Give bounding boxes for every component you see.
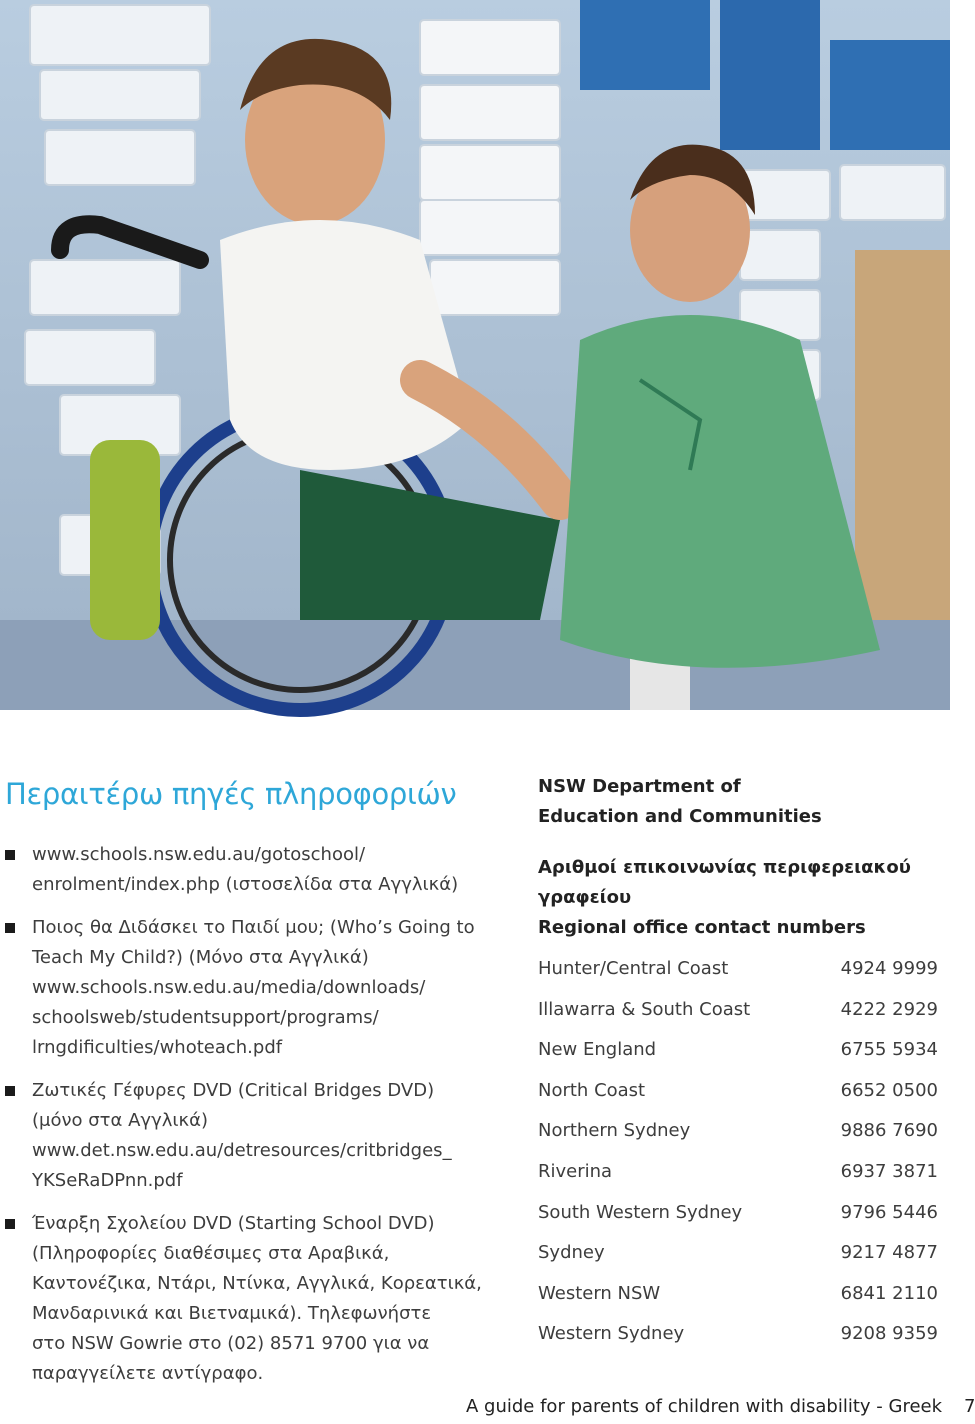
region-name: Riverina <box>538 1160 613 1182</box>
region-name: Illawarra & South Coast <box>538 998 751 1020</box>
region-name: South Western Sydney <box>538 1201 743 1223</box>
department-name-line: Education and Communities <box>538 806 822 827</box>
page-footer <box>466 1396 975 1417</box>
square-bullet-icon <box>5 923 15 933</box>
page-number: 7 <box>964 1396 975 1417</box>
resource-text: Ποιος θα Διδάσκει το Παιδί μου; (Who’s Going to <box>32 917 475 938</box>
contacts-subheading <box>538 853 938 943</box>
section-title: Περαιτέρω πηγές πληροφοριών <box>5 777 457 811</box>
region-name: New England <box>538 1039 657 1061</box>
phone-number: 9886 7690 <box>840 1120 938 1142</box>
resource-link[interactable]: lrngdificulties/whoteach.pdf <box>32 1037 283 1058</box>
phone-number: 4222 2929 <box>840 998 938 1020</box>
phone-number: 9796 5446 <box>840 1201 938 1223</box>
square-bullet-icon <box>5 1086 15 1096</box>
resource-list <box>5 840 482 1389</box>
resource-text: στο NSW Gowrie στο (02) 8571 9700 για να <box>32 1333 430 1354</box>
department-heading <box>538 772 938 832</box>
phone-number: 6755 5934 <box>840 1039 938 1061</box>
phone-number: 9208 9359 <box>840 1323 938 1345</box>
subheading-line: Αριθμοί επικοινωνίας περιφερειακού <box>538 857 911 878</box>
resource-text: Teach My Child?) (Μόνο στα Αγγλικά) <box>32 947 369 968</box>
region-name: Sydney <box>538 1242 605 1264</box>
subheading-line: γραφείου <box>538 887 632 908</box>
resource-text: Μανδαρινικά και Βιετναμικά). Τηλεφωνήστε <box>32 1303 432 1324</box>
resource-text: Έναρξη Σχολείου DVD (Starting School DVD) <box>32 1213 435 1234</box>
square-bullet-icon <box>5 1219 15 1229</box>
contact-row <box>538 1280 938 1321</box>
contact-row <box>538 1239 938 1280</box>
photo-illustration <box>0 0 950 710</box>
further-info-section <box>5 772 482 1402</box>
phone-number: 6937 3871 <box>840 1160 938 1182</box>
resource-text: Καντονέζικα, Ντάρι, Ντίνκα, Αγγλικά, Κορεατικά, <box>32 1273 482 1294</box>
phone-number: 9217 4877 <box>840 1242 938 1264</box>
contact-list <box>538 955 938 1361</box>
phone-number: 4924 9999 <box>840 958 938 979</box>
resource-text: (Πληροφορίες διαθέσιμες στα Αραβικά, <box>32 1243 390 1264</box>
phone-number: 6841 2110 <box>840 1282 938 1304</box>
resource-link[interactable]: schoolsweb/studentsupport/programs/ <box>32 1007 379 1028</box>
contact-row <box>538 955 938 996</box>
contact-row <box>538 1158 938 1199</box>
square-bullet-icon <box>5 850 15 860</box>
region-name: Hunter/Central Coast <box>538 958 729 979</box>
contact-row <box>538 996 938 1037</box>
contact-row <box>538 1199 938 1240</box>
resource-text: παραγγείλετε αντίγραφο. <box>32 1363 264 1384</box>
resource-text: enrolment/index.php (ιστοσελίδα στα Αγγλικά) <box>32 874 459 895</box>
resource-link[interactable]: www.schools.nsw.edu.au/media/downloads/ <box>32 977 426 998</box>
contact-row <box>538 1077 938 1118</box>
footer-text: A guide for parents of children with disability - Greek <box>466 1396 943 1417</box>
region-name: Northern Sydney <box>538 1120 691 1142</box>
department-name-line: NSW Department of <box>538 776 741 797</box>
children-classroom-photo <box>0 0 950 710</box>
region-name: Western NSW <box>538 1282 661 1304</box>
resource-item <box>5 913 475 1063</box>
resource-item <box>5 1076 475 1196</box>
resource-link[interactable]: YKSeRaDPnn.pdf <box>32 1170 183 1191</box>
resource-text: Ζωτικές Γέφυρες DVD (Critical Bridges DVD) <box>32 1080 435 1101</box>
contact-row <box>538 1036 938 1077</box>
region-name: North Coast <box>538 1079 646 1101</box>
resource-item <box>5 1209 482 1389</box>
contact-row <box>538 1117 938 1158</box>
contact-row <box>538 1320 938 1361</box>
resource-item <box>5 840 475 900</box>
resource-link[interactable]: www.schools.nsw.edu.au/gotoschool/ <box>32 844 366 865</box>
subheading-line: Regional office contact numbers <box>538 917 866 938</box>
regional-contacts-section <box>538 772 938 1361</box>
resource-text: (μόνο στα Αγγλικά) <box>32 1110 208 1131</box>
phone-number: 6652 0500 <box>840 1079 938 1101</box>
resource-link[interactable]: www.det.nsw.edu.au/detresources/critbridges_ <box>32 1140 452 1161</box>
region-name: Western Sydney <box>538 1323 685 1345</box>
